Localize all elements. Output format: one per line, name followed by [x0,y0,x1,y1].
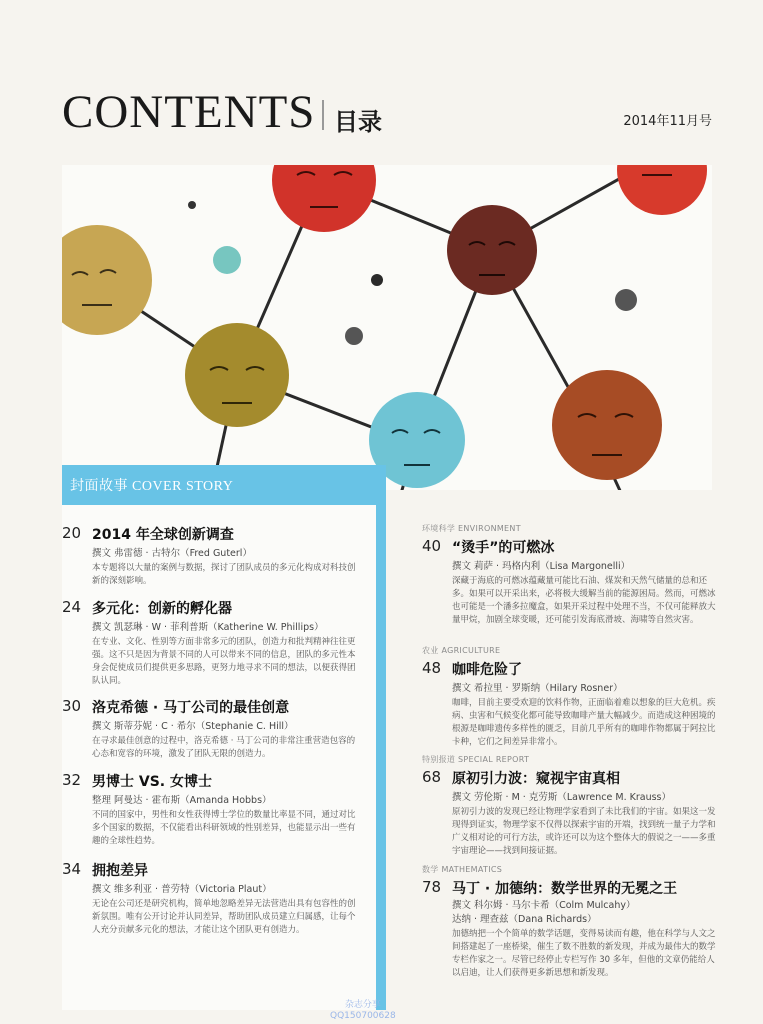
article-title[interactable]: 拥抱差异 [92,863,148,879]
page-number: 24 [62,598,82,616]
contents-title: CONTENTS [62,86,316,138]
watermark [330,1000,396,1022]
article-summary: 在专业、文化、性别等方面非常多元的团队，创造力和批判精神往往更强。这不只是因为背景不同的人可以带来不同的信息，团队的多元性本身会促使成员们提供更多思路，更努力地寻求不同的想法，以便获得团队认同。 [92,637,356,686]
article-summary: 原初引力波的发现已经让物理学家看到了未比我们的宇宙。如果这一发现得到证实，物理学家不仅得以探索宇宙的开端，找到统一量子力学和广义相对论的可行方法，或许还可以为这个整体大的假说之一——多重宇宙理论——找到间接证据。 [452,807,716,856]
face-brown [552,370,662,480]
cover-story-label: 封面故事 COVER STORY [70,479,234,494]
article-summary: 本专题将以大量的案例与数据，探讨了团队成员的多元化构成对科技创新的深刻影响。 [92,563,356,586]
article-title[interactable]: 2014 年全球创新调查 [92,527,234,543]
article-author: 撰文 希拉里 · 罗斯纳（Hilary Rosner） [452,683,623,694]
article-author: 撰文 凯瑟琳 · W · 菲利普斯（Katherine W. Phillips） [92,622,324,633]
article-author: 整理 阿曼达 · 霍布斯（Amanda Hobbs） [92,795,272,806]
article-author: 撰文 维多利亚 · 普劳特（Victoria Plaut） [92,884,272,895]
watermark-line2: QQ150700628 [330,1011,396,1021]
article-summary: 加德纳把一个个简单的数学话题，变得易读而有趣，他在科学与人文之间搭建起了一座桥梁，催生了数不胜数的新发现，并成为最伟大的数学专栏作家之一。尽管已经停止专栏写作 30 多年，但他的文章仍能给人以启迪，让人们获得更多新思想和新发现。 [452,929,716,978]
page-header [62,82,722,142]
page-number: 78 [422,878,442,896]
face-yellow-left [62,225,152,335]
article-summary: 在寻求最佳创意的过程中，洛克希德 · 马丁公司的非常注重营造包容的心态和宽容的环境，激发了团队无限的创造力。 [92,736,356,759]
article-author: 撰文 莉萨 · 玛格内利（Lisa Margonelli） [452,561,631,572]
article-author: 撰文 斯蒂芬妮 · C · 希尔（Stephanie C. Hill） [92,721,294,732]
teal-dot [213,246,241,274]
section-label: 环境科学 ENVIRONMENT [422,524,521,533]
face-red-right [617,165,707,215]
article-author: 撰文 劳伦斯 · M · 克劳斯（Lawrence M. Krauss） [452,792,671,803]
article-title[interactable]: 洛克希德 · 马丁公司的最佳创意 [92,700,290,716]
face-dark-red [447,205,537,295]
article-title[interactable]: 原初引力波：窥视宇宙真相 [452,771,620,787]
article-summary: 咖啡，目前主要受欢迎的饮料作物，正面临着难以想象的巨大危机。疾病、虫害和气候变化都可能导致咖啡产量大幅减少。而造成这种困境的根源是咖啡遗传多样性的匮乏，目前几乎所有的咖啡作物都属于阿拉比卡种，它们之间差异非常小。 [452,698,716,747]
page-number: 68 [422,768,442,786]
article-summary: 无论在公司还是研究机构，简单地忽略差异无法营造出具有包容性的创新氛围。唯有公开讨论并认同差异，帮助团队成员建立归属感，让每个人充分贡献多元化的想法，才能让这个团队更有创造力。 [92,899,356,935]
page-number: 40 [422,537,442,555]
article-title[interactable]: 马丁 · 加德纳：数学世界的无冕之王 [452,881,678,897]
section-label: 农业 AGRICULTURE [422,646,501,655]
title-divider [322,100,324,130]
article-author: 撰文 科尔姆 · 马尔卡希（Colm Mulcahy） 达纳 · 理查兹（Dana Richards） [452,900,636,925]
article-title[interactable]: 男博士 VS. 女博士 [92,774,212,790]
issue-date: 2014年11月号 [623,114,712,129]
article-title[interactable]: 咖啡危险了 [452,662,522,678]
page-number: 48 [422,659,442,677]
section-label: 数学 MATHEMATICS [422,865,503,874]
page-number: 20 [62,524,82,542]
face-red-top [272,165,376,232]
cover-illustration [62,165,712,490]
chinese-title: 目录 [334,108,382,136]
article-title[interactable]: “烫手”的可燃冰 [452,540,555,556]
article-summary: 深藏于海底的可燃冰蕴藏量可能比石油、煤炭和天然气储量的总和还多。如果可以开采出来，必将极大缓解当前的能源困局。然而，可燃冰也可能是一个潘多拉魔盒，如果开采过程中处理不当，不仅可能释放大量甲烷，加剧全球变暖，还可能引发海底滑坡、海啸等自然灾害。 [452,576,716,625]
page-number: 30 [62,697,82,715]
article-title[interactable]: 多元化：创新的孵化器 [92,601,232,617]
watermark-line1: 杂志分享 [344,1000,381,1010]
network-faces-illustration [62,165,712,490]
page-number: 34 [62,860,82,878]
face-olive [185,323,289,427]
section-label: 特别报道 SPECIAL REPORT [422,755,530,764]
article-summary: 不同的国家中，男性和女性获得博士学位的数量比率显不同，通过对比多个国家的数据，不仅能看出科研领域的性别差异，也能显示出一些有趣的全球性趋势。 [92,810,356,846]
article-author: 撰文 弗雷德 · 古特尔（Fred Guterl） [92,548,252,559]
page-number: 32 [62,771,82,789]
